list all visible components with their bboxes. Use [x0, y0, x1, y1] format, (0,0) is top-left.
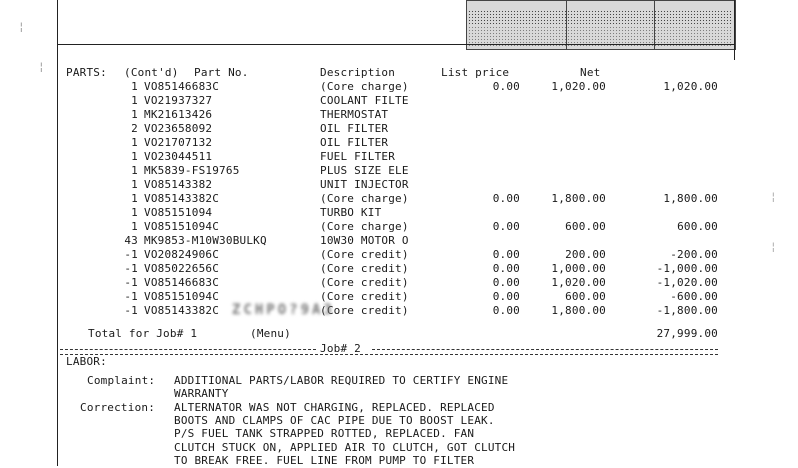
part-net: 1,800.00 — [551, 304, 606, 317]
part-qty: 1 — [131, 80, 138, 93]
part-qty: -1 — [124, 276, 138, 289]
part-row — [0, 80, 798, 94]
part-number: VO85146683C — [144, 80, 220, 93]
part-net: 1,800.00 — [551, 192, 606, 205]
list-price-header: List price — [441, 66, 510, 79]
job-total-amount: 27,999.00 — [656, 327, 718, 340]
part-description: (Core credit) — [320, 276, 409, 289]
parts-label: PARTS: — [66, 66, 107, 79]
part-row — [0, 94, 798, 108]
part-list-price: 0.00 — [492, 262, 520, 275]
job-divider-right — [372, 349, 718, 350]
part-total: -1,020.00 — [656, 276, 718, 289]
part-number: VO85151094C — [144, 220, 220, 233]
part-list-price: 0.00 — [492, 220, 520, 233]
part-qty: 1 — [131, 164, 138, 177]
labor-label: LABOR: — [66, 355, 107, 368]
part-list-price: 0.00 — [492, 192, 520, 205]
part-row — [0, 136, 798, 150]
part-net: 1,020.00 — [551, 80, 606, 93]
part-description: (Core charge) — [320, 220, 409, 233]
part-number: VO85146683C — [144, 276, 220, 289]
part-qty: 1 — [131, 206, 138, 219]
complaint-label: Complaint: — [87, 374, 156, 387]
part-total: 1,020.00 — [663, 80, 718, 93]
part-list-price: 0.00 — [492, 248, 520, 261]
correction-line: CLUTCH STUCK ON, APPLIED AIR TO CLUTCH, GOT CLUTCH — [174, 441, 516, 454]
part-number: VO85022656C — [144, 262, 220, 275]
part-net: 1,000.00 — [551, 262, 606, 275]
part-row — [0, 276, 798, 290]
part-net: 600.00 — [565, 290, 606, 303]
part-number: MK21613426 — [144, 108, 213, 121]
margin-mark: ¦ — [38, 60, 45, 73]
part-number: VO85143382C — [144, 304, 220, 317]
part-row — [0, 248, 798, 262]
part-qty: 1 — [131, 220, 138, 233]
part-qty: 43 — [124, 234, 138, 247]
part-description: OIL FILTER — [320, 122, 389, 135]
margin-mark: ¦ — [770, 240, 777, 253]
part-description: COOLANT FILTE — [320, 94, 409, 107]
part-row — [0, 178, 798, 192]
correction-line: TO BREAK FREE. FUEL LINE FROM PUMP TO FILTER — [174, 454, 475, 467]
part-description: 10W30 MOTOR O — [320, 234, 409, 247]
part-qty: 1 — [131, 94, 138, 107]
menu-label: (Menu) — [250, 327, 291, 340]
part-qty: 1 — [131, 136, 138, 149]
complaint-line: WARRANTY — [174, 387, 229, 400]
part-number: VO85143382 — [144, 178, 213, 191]
part-description: THERMOSTAT — [320, 108, 389, 121]
part-net: 1,020.00 — [551, 276, 606, 289]
part-row — [0, 150, 798, 164]
part-total: 1,800.00 — [663, 192, 718, 205]
part-qty: -1 — [124, 290, 138, 303]
header-noise-2 — [468, 26, 732, 46]
part-description: (Core credit) — [320, 290, 409, 303]
part-net: 600.00 — [565, 220, 606, 233]
part-description: OIL FILTER — [320, 136, 389, 149]
net-header: Net — [580, 66, 601, 79]
complaint-line: ADDITIONAL PARTS/LABOR REQUIRED TO CERTIFY ENGINE — [174, 374, 509, 387]
part-list-price: 0.00 — [492, 80, 520, 93]
part-number: VO23044511 — [144, 150, 213, 163]
part-total: -1,000.00 — [656, 262, 718, 275]
part-description: UNIT INJECTOR — [320, 178, 409, 191]
part-description: FUEL FILTER — [320, 150, 396, 163]
frame-top-divider — [57, 44, 735, 45]
part-qty: 1 — [131, 150, 138, 163]
job2-label: Job# 2 — [320, 342, 361, 355]
part-list-price: 0.00 — [492, 276, 520, 289]
part-row — [0, 262, 798, 276]
part-qty: -1 — [124, 248, 138, 261]
part-number: VO85151094C — [144, 290, 220, 303]
part-row — [0, 220, 798, 234]
part-row — [0, 206, 798, 220]
part-row — [0, 192, 798, 206]
frame-right-border — [734, 0, 735, 60]
part-list-price: 0.00 — [492, 304, 520, 317]
part-qty: 1 — [131, 178, 138, 191]
part-qty: -1 — [124, 304, 138, 317]
part-list-price: 0.00 — [492, 290, 520, 303]
part-no-header: Part No. — [194, 66, 249, 79]
part-qty: 2 — [131, 122, 138, 135]
part-description: PLUS SIZE ELE — [320, 164, 409, 177]
part-number: VO85143382C — [144, 192, 220, 205]
part-qty: 1 — [131, 108, 138, 121]
part-total: -200.00 — [670, 248, 718, 261]
part-number: MK5839-FS19765 — [144, 164, 240, 177]
part-number: MK9853-M10W30BULKQ — [144, 234, 267, 247]
contd-label: (Cont'd) — [124, 66, 179, 79]
job-total-label: Total for Job# 1 — [88, 327, 198, 340]
margin-mark: ¦ — [770, 190, 777, 203]
part-description: (Core charge) — [320, 80, 409, 93]
part-description: (Core credit) — [320, 304, 409, 317]
part-number: VO21707132 — [144, 136, 213, 149]
part-number: VO20824906C — [144, 248, 220, 261]
part-row — [0, 164, 798, 178]
part-net: 200.00 — [565, 248, 606, 261]
part-qty: -1 — [124, 262, 138, 275]
part-qty: 1 — [131, 192, 138, 205]
part-description: (Core credit) — [320, 248, 409, 261]
part-total: -600.00 — [670, 290, 718, 303]
part-total: 600.00 — [677, 220, 718, 233]
part-row — [0, 108, 798, 122]
part-description: (Core charge) — [320, 192, 409, 205]
part-number: VO85151094 — [144, 206, 213, 219]
correction-line: P/S FUEL TANK STRAPPED ROTTED, REPLACED. FAN — [174, 427, 475, 440]
redacted-stamp: ZCHPO?9A3 — [232, 302, 335, 318]
part-row — [0, 234, 798, 248]
correction-label: Correction: — [80, 401, 156, 414]
correction-line: ALTERNATOR WAS NOT CHARGING, REPLACED. REPLACED — [174, 401, 495, 414]
margin-mark: ¦ — [18, 20, 25, 33]
correction-line: BOOTS AND CLAMPS OF CAC PIPE DUE TO BOOST LEAK. — [174, 414, 495, 427]
labor-divider — [60, 354, 718, 355]
part-row — [0, 122, 798, 136]
description-header: Description — [320, 66, 396, 79]
part-total: -1,800.00 — [656, 304, 718, 317]
header-noise-1 — [468, 10, 732, 24]
part-description: TURBO KIT — [320, 206, 382, 219]
part-number: VO21937327 — [144, 94, 213, 107]
part-description: (Core credit) — [320, 262, 409, 275]
job-divider-left — [60, 349, 316, 350]
part-number: VO23658092 — [144, 122, 213, 135]
